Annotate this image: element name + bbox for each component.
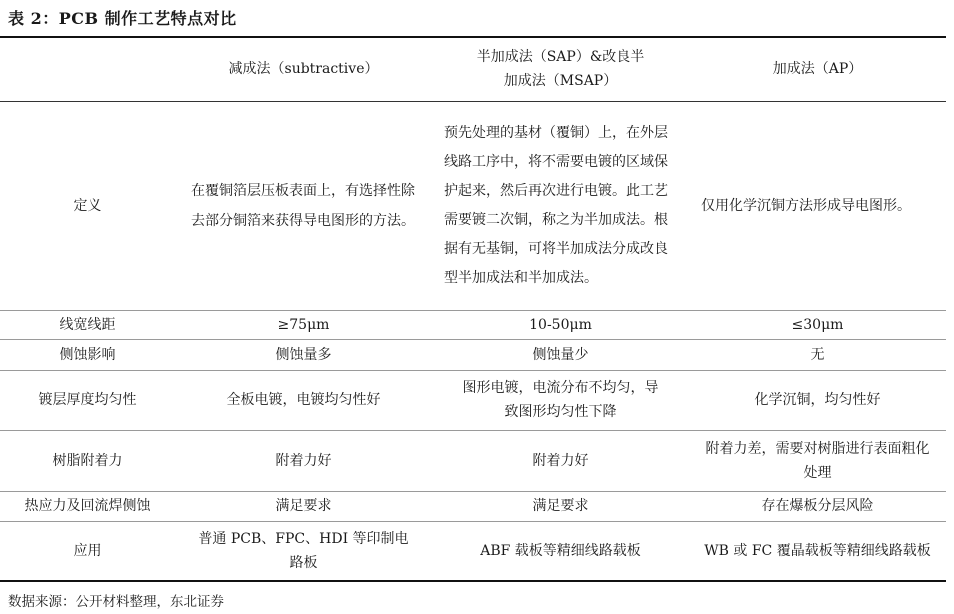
cell-sap: 附着力好 (432, 430, 689, 491)
table-row (0, 370, 946, 430)
cell-ap: ≤30μm (689, 310, 946, 339)
cell-subtractive: 全板电镀，电镀均匀性好 (175, 370, 432, 430)
cell-ap: 化学沉铜，均匀性好 (689, 370, 946, 430)
row-label: 热应力及回流焊侧蚀 (0, 491, 175, 521)
cell-subtractive: 在覆铜箔层压板表面上，有选择性除去部分铜箔来获得导电图形的方法。 (175, 101, 432, 310)
header-ap: 加成法（AP） (689, 37, 946, 101)
row-label: 侧蚀影响 (0, 339, 175, 370)
header-category (0, 37, 175, 101)
row-label: 线宽线距 (0, 310, 175, 339)
table-row (0, 521, 946, 581)
comparison-table (0, 36, 946, 582)
header-sap: 半加成法（SAP）&改良半加成法（MSAP） (432, 37, 689, 101)
cell-sap: 10-50μm (432, 310, 689, 339)
row-label: 镀层厚度均匀性 (0, 370, 175, 430)
table-row (0, 101, 946, 310)
cell-sap: 侧蚀量少 (432, 339, 689, 370)
table-caption: 表 2：PCB 制作工艺特点对比 (8, 9, 237, 28)
cell-sap: ABF 载板等精细线路载板 (432, 521, 689, 581)
cell-subtractive: ≥75μm (175, 310, 432, 339)
table-row (0, 430, 946, 491)
cell-subtractive: 侧蚀量多 (175, 339, 432, 370)
table-row (0, 339, 946, 370)
cell-ap: WB 或 FC 覆晶载板等精细线路载板 (689, 521, 946, 581)
cell-ap: 仅用化学沉铜方法形成导电图形。 (689, 101, 946, 310)
row-label: 定义 (0, 101, 175, 310)
cell-subtractive: 普通 PCB、FPC、HDI 等印制电路板 (175, 521, 432, 581)
cell-ap: 附着力差，需要对树脂进行表面粗化处理 (689, 430, 946, 491)
cell-subtractive: 满足要求 (175, 491, 432, 521)
header-subtractive: 减成法（subtractive） (175, 37, 432, 101)
source-note: 数据来源：公开材料整理，东北证券 (8, 594, 224, 610)
table-row (0, 491, 946, 521)
row-label: 树脂附着力 (0, 430, 175, 491)
table-row (0, 310, 946, 339)
table-header-row (0, 37, 946, 101)
cell-ap: 存在爆板分层风险 (689, 491, 946, 521)
cell-sap: 图形电镀，电流分布不均匀，导致图形均匀性下降 (432, 370, 689, 430)
row-label: 应用 (0, 521, 175, 581)
cell-sap: 满足要求 (432, 491, 689, 521)
cell-ap: 无 (689, 339, 946, 370)
cell-sap: 预先处理的基材（覆铜）上，在外层线路工序中，将不需要电镀的区域保护起来，然后再次进行电镀。此工艺需要镀二次铜，称之为半加成法。根据有无基铜，可将半加成法分成改良型半加成法和半加成法。 (432, 101, 689, 310)
cell-subtractive: 附着力好 (175, 430, 432, 491)
